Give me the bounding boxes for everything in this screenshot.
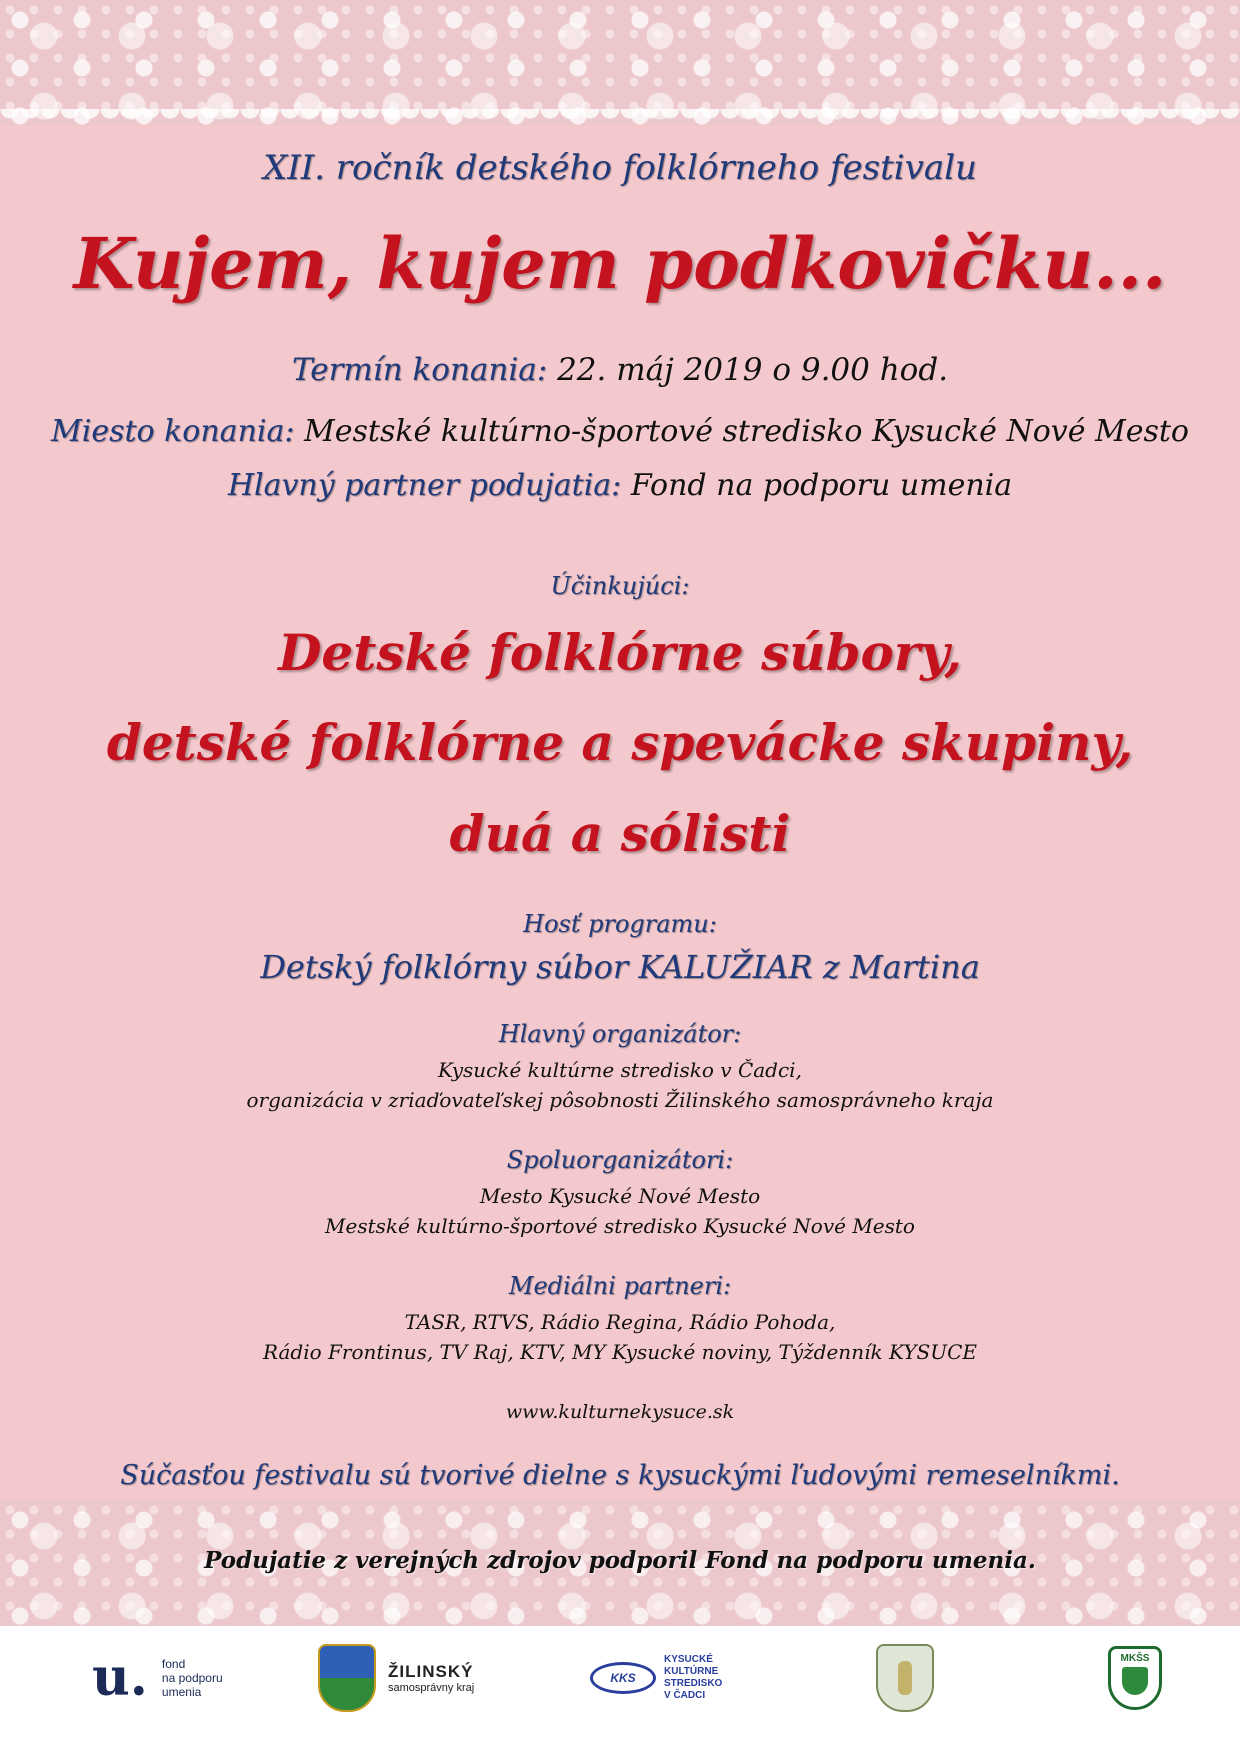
festival-title: Kujem, kujem podkovičku... (73, 222, 1167, 305)
kks-logo-text: KYSUCKÉ KULTÚRNE STREDISKO V ČADCI (664, 1654, 723, 1701)
coorganizer-line-2: Mestské kultúrno-športové stredisko Kysucké Nové Mesto (325, 1214, 915, 1238)
partner-value: Fond na podporu umenia (630, 468, 1013, 503)
media-label: Mediálni partneri: (508, 1272, 732, 1300)
support-note: Podujatie z verejných zdrojov podporil Fond na podporu umenia. (204, 1547, 1036, 1574)
kks-logo (590, 1642, 722, 1714)
date-label: Termín konania: (291, 352, 548, 388)
mkss-logo (1108, 1642, 1162, 1714)
performers-line-2: detské folklórne a spevácke skupiny, (106, 713, 1134, 772)
mkss-crest-icon: MKŠS (1108, 1646, 1162, 1710)
date-value: 22. máj 2019 o 9.00 hod. (557, 352, 949, 388)
media-line-1: TASR, RTVS, Rádio Regina, Rádio Pohoda, (404, 1310, 836, 1334)
partner-line (0, 468, 1240, 503)
coorganizers-label: Spoluorganizátori: (506, 1146, 734, 1174)
media-line-2: Rádio Frontinus, TV Raj, KTV, MY Kysucké noviny, Týždenník KYSUCE (262, 1340, 978, 1364)
guest-value: Detský folklórny súbor KALUŽIAR z Martina (260, 948, 980, 986)
fpu-logo (92, 1642, 223, 1714)
festival-edition: XII. ročník detského folklórneho festivalu (263, 148, 977, 188)
place-label: Miesto konania: (51, 414, 295, 449)
town-crest-icon (876, 1644, 934, 1712)
zsk-title: ŽILINSKÝ (388, 1662, 474, 1681)
fpu-logo-mark: u. (92, 1647, 148, 1708)
organizer-line-1: Kysucké kultúrne stredisko v Čadci, (438, 1058, 802, 1082)
place-line (0, 414, 1240, 449)
performers-line-1: Detské folklórne súbory, (278, 623, 962, 682)
fpu-logo-text: fond na podporu umenia (161, 1657, 223, 1699)
performers-label: Účinkujúci: (550, 572, 690, 600)
kks-logo-icon: KKS (590, 1662, 656, 1694)
performers-line-3: duá a sólisti (449, 804, 791, 863)
partner-label: Hlavný partner podujatia: (227, 468, 622, 503)
lace-border-top (0, 0, 1240, 125)
guest-label: Hosť programu: (523, 910, 717, 938)
coorganizer-line-1: Mesto Kysucké Nové Mesto (479, 1184, 761, 1208)
organizer-line-2: organizácia v zriaďovateľskej pôsobnosti Žilinského samosprávneho kraja (246, 1088, 994, 1112)
date-line (0, 352, 1240, 388)
town-crest-logo (876, 1642, 934, 1714)
workshops-note: Súčasťou festivalu sú tvorivé dielne s kysuckými ľudovými remeselníkmi. (120, 1460, 1120, 1491)
zsk-subtitle: samosprávny kraj (388, 1682, 475, 1694)
website-link[interactable]: www.kulturnekysuce.sk (505, 1401, 735, 1423)
zsk-crest-icon (318, 1644, 376, 1712)
zsk-logo (318, 1642, 474, 1714)
place-value: Mestské kultúrno-športové stredisko Kysucké Nové Mesto (304, 414, 1189, 449)
organizer-label: Hlavný organizátor: (498, 1020, 742, 1048)
